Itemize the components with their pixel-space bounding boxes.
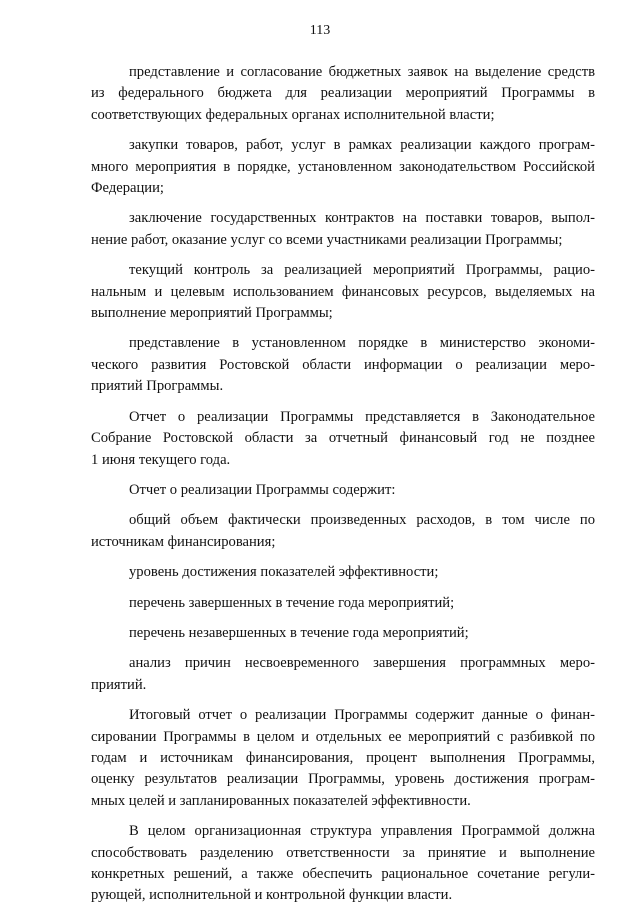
page-number: 113 <box>309 23 331 38</box>
text-line: оценку результатов реализации Программы, уровень достижения програм- <box>91 771 595 788</box>
text-line: из федерального бюджета для реализации мероприятий Программы в <box>91 85 595 102</box>
paragraph <box>91 260 595 324</box>
text-line: выполнение мероприятий Программы; <box>91 305 333 322</box>
text-line: Итоговый отчет о реализации Программы содержит данные о финан- <box>129 707 595 724</box>
text-line: источникам финансирования; <box>91 533 276 550</box>
text-line: В целом организационная структура управления Программой должна <box>129 823 595 840</box>
paragraph <box>91 333 595 397</box>
text-line: Отчет о реализации Программы представляется в Законодательное <box>129 408 595 425</box>
document-body <box>91 62 595 916</box>
paragraph <box>91 208 595 251</box>
text-line: соответствующих федеральных органах исполнительной власти; <box>91 106 495 123</box>
text-line: представление в установленном порядке в министерство экономи- <box>129 335 595 352</box>
text-line: заключение государственных контрактов на поставки товаров, выпол- <box>129 210 595 227</box>
paragraph <box>91 623 595 644</box>
text-line: мных целей и запланированных показателей эффективности. <box>91 792 471 809</box>
paragraph <box>91 62 595 126</box>
text-line: общий объем фактически произведенных расходов, в том числе по <box>129 512 595 529</box>
paragraph <box>91 135 595 199</box>
text-line: закупки товаров, работ, услуг в рамках реализации каждого програм- <box>129 137 595 154</box>
text-line: перечень завершенных в течение года мероприятий; <box>129 594 455 611</box>
paragraph <box>91 562 595 583</box>
text-line: 1 июня текущего года. <box>91 451 231 468</box>
text-line: приятий. <box>91 676 147 693</box>
text-line: нение работ, оказание услуг со всеми участниками реализации Программы; <box>91 231 563 248</box>
paragraph <box>91 480 595 501</box>
paragraph <box>91 705 595 812</box>
text-line: приятий Программы. <box>91 378 224 395</box>
text-line: годам и источникам финансирования, процент выполнения Программы, <box>91 749 595 766</box>
text-line: сировании Программы в целом и отдельных ее мероприятий с разбивкой по <box>91 728 595 745</box>
text-line: анализ причин несвоевременного завершения программных меро- <box>129 655 595 672</box>
paragraph <box>91 653 595 696</box>
text-line: текущий контроль за реализацией мероприятий Программы, рацио- <box>129 262 595 279</box>
text-line: конкретных решений, а также обеспечить рациональное сочетание регули- <box>91 866 595 882</box>
paragraph <box>91 593 595 614</box>
text-line: перечень незавершенных в течение года мероприятий; <box>129 624 469 641</box>
text-line: Собрание Ростовской области за отчетный финансовый год не позднее <box>91 430 595 447</box>
paragraph <box>91 510 595 553</box>
text-line: Отчет о реализации Программы содержит: <box>129 481 396 498</box>
text-line: способствовать разделению ответственности за принятие и выполнение <box>91 844 595 861</box>
text-line: нальным и целевым использованием финансовых ресурсов, выделяемых на <box>91 283 595 300</box>
paragraph <box>91 407 595 471</box>
text-line: представление и согласование бюджетных заявок на выделение средств <box>129 64 595 80</box>
text-line: много мероприятия в порядке, установленном законодательством Российской <box>91 158 595 175</box>
text-line: уровень достижения показателей эффективности; <box>129 564 439 581</box>
text-line: рующей, исполнительной и контрольной функции власти. <box>91 887 453 904</box>
text-line: ческого развития Ростовской области информации о реализации меро- <box>91 356 595 373</box>
text-line: Федерации; <box>91 180 164 197</box>
paragraph <box>91 821 595 907</box>
